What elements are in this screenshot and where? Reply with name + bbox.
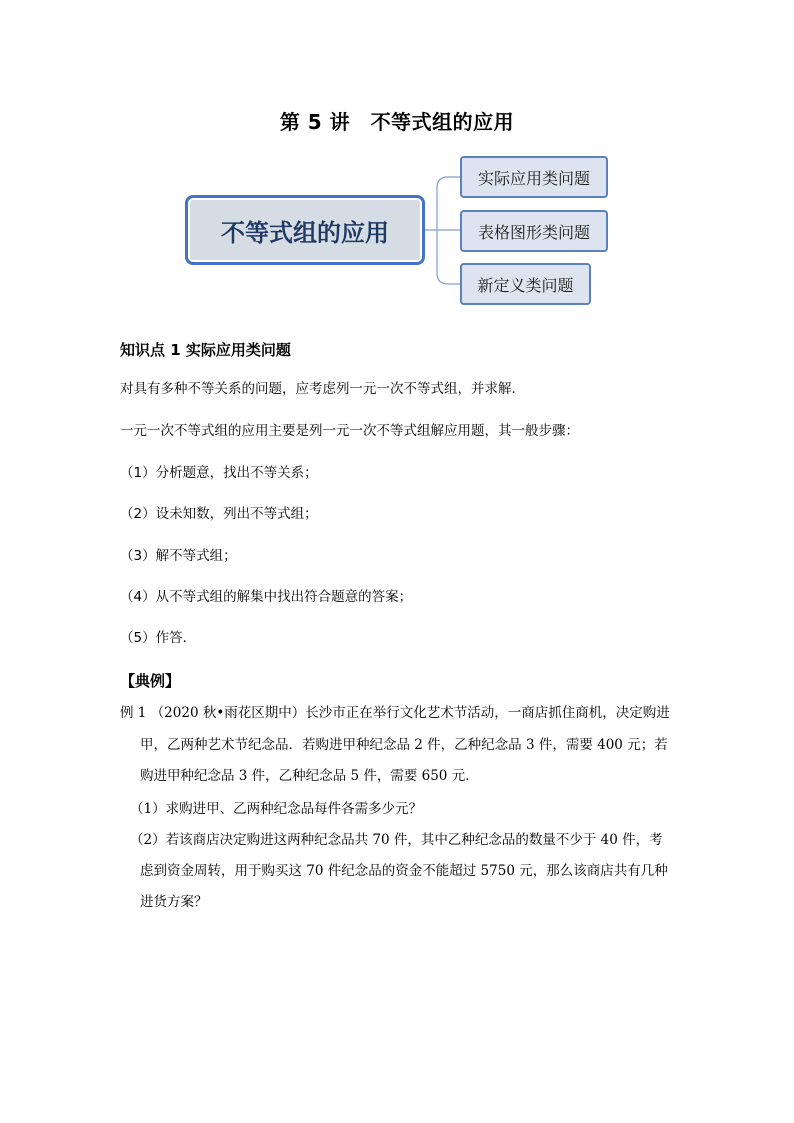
paragraph-intro: 对具有多种不等关系的问题，应考虑列一元一次不等式组，并求解．: [120, 381, 525, 397]
step-5: （5）作答．: [120, 630, 197, 646]
example-question-1: （1）求购进甲、乙两种纪念品每件各需多少元？: [130, 801, 423, 817]
example-line: 甲，乙两种艺术节纪念品．若购进甲种纪念品 2 件，乙种纪念品 3 件，需要 400 元；若: [140, 737, 668, 753]
example-heading: 【典例】: [120, 672, 181, 690]
step-1: （1）分析题意，找出不等关系；: [120, 465, 318, 481]
example-line: 虑到资金周转，用于购买这 70 件纪念品的资金不能超过 5750 元，那么该商店共有几种: [140, 863, 668, 879]
step-2: （2）设未知数，列出不等式组；: [120, 506, 318, 522]
page-title: 第 5 讲 不等式组的应用: [279, 110, 515, 134]
example-question-2: （2）若该商店决定购进这两种纪念品共 70 件，其中乙种纪念品的数量不少于 40 件，考: [130, 832, 663, 848]
paragraph-steps-intro: 一元一次不等式组的应用主要是列一元一次不等式组解应用题，其一般步骤：: [120, 423, 579, 439]
mind-map-branch-new-definition: 新定义类问题: [460, 263, 591, 305]
section-heading-knowledge-point-1: 知识点 1 实际应用类问题: [120, 341, 291, 359]
mind-map-branch-practical: 实际应用类问题: [460, 156, 608, 198]
mind-map: [0, 0, 794, 330]
step-4: （4）从不等式组的解集中找出符合题意的答案；: [120, 589, 413, 605]
example-line: 例 1 （2020 秋•雨花区期中）长沙市正在举行文化艺术节活动，一商店抓住商机，决定购进: [120, 705, 670, 721]
step-3: （3）解不等式组；: [120, 548, 237, 564]
mind-map-connectors: [0, 0, 794, 330]
mind-map-branch-table-graph: 表格图形类问题: [460, 210, 608, 252]
example-line: 购进甲种纪念品 3 件，乙种纪念品 5 件，需要 650 元．: [140, 768, 479, 784]
example-line: 进货方案？: [140, 894, 208, 910]
connector-branch-1: [437, 177, 460, 230]
connector-branch-3: [437, 230, 460, 284]
mind-map-main-node: 不等式组的应用: [185, 195, 425, 265]
